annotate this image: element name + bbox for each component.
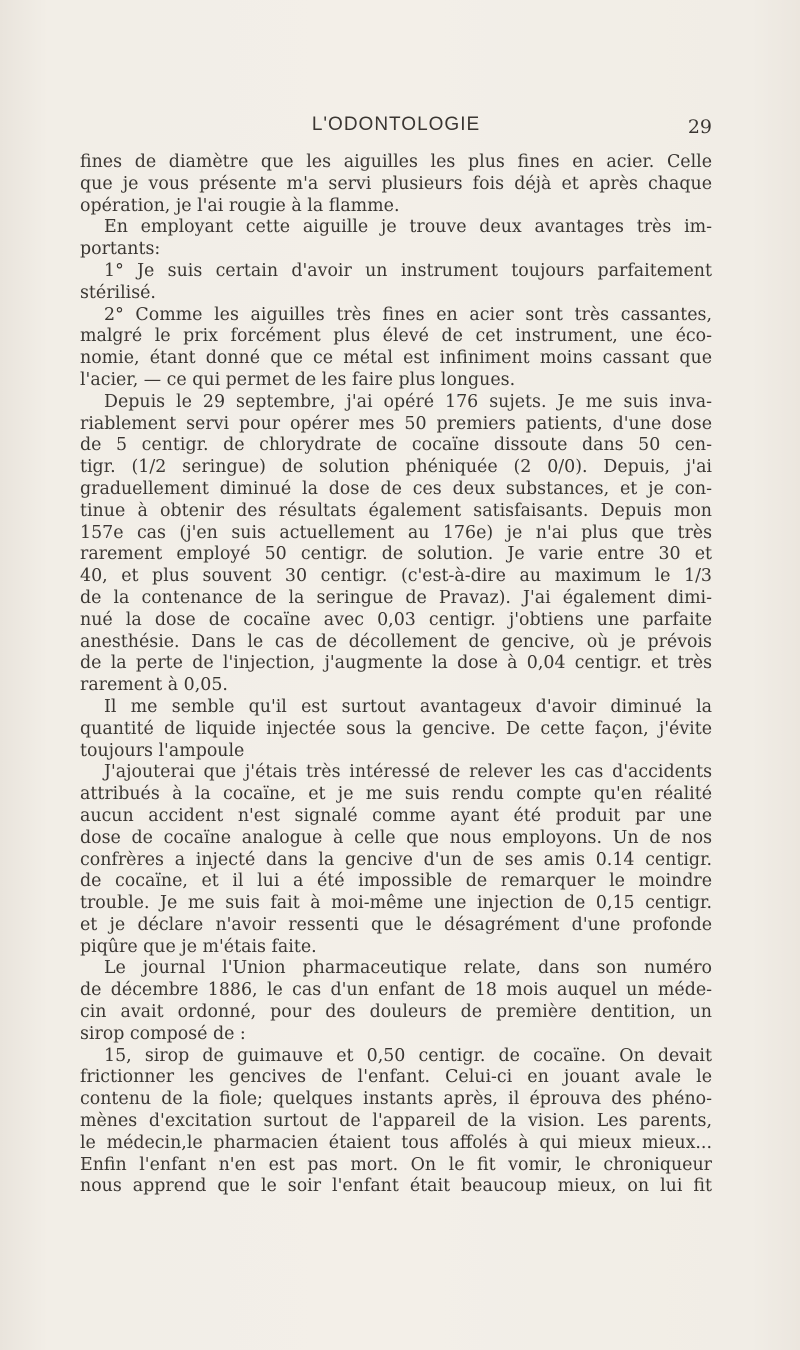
text-line: fines de diamètre que les aiguilles les plus fines en acier. Celle bbox=[80, 152, 712, 172]
text-line: cin avait ordonné, pour des douleurs de première dentition, un bbox=[80, 1002, 712, 1023]
text-line: piqûre que je m'étais faite. bbox=[80, 936, 317, 957]
text-line: malgré le prix forcément plus élevé de cet instrument, une éco- bbox=[80, 326, 712, 347]
text-line: 2° Comme les aiguilles très fines en acier sont très cassantes, bbox=[104, 304, 712, 325]
text-line: tinue à obtenir des résultats également satisfaisants. Depuis mon bbox=[80, 500, 712, 521]
text-line: sirop composé de : bbox=[80, 1023, 246, 1044]
text-line: tigr. (1/2 seringue) de solution phéniquée (2 0/0). Depuis, j'ai bbox=[80, 457, 712, 478]
text-line: 15, sirop de guimauve et 0,50 centigr. de cocaïne. On devait bbox=[104, 1045, 712, 1066]
text-line: Depuis le 29 septembre, j'ai opéré 176 sujets. Je me suis inva- bbox=[104, 391, 712, 412]
text-line: trouble. Je me suis fait à moi-même une injection de 0,15 centigr. bbox=[80, 893, 712, 914]
text-line: aucun accident n'est signalé comme ayant été produit par une bbox=[80, 805, 712, 826]
text-line: mènes d'excitation surtout de l'appareil de la vision. Les parents, bbox=[80, 1111, 712, 1132]
text-line: 1° Je suis certain d'avoir un instrument toujours parfaitement bbox=[104, 260, 712, 281]
paragraph bbox=[80, 305, 712, 392]
text-line: rarement à 0,05. bbox=[80, 675, 228, 696]
paragraph bbox=[80, 958, 712, 1045]
paragraph bbox=[80, 1046, 712, 1199]
paragraph bbox=[80, 217, 712, 261]
text-line: riablement servi pour opérer mes 50 premiers patients, d'une dose bbox=[80, 413, 712, 434]
text-line: anesthésie. Dans le cas de décollement de gencive, où je prévois bbox=[80, 631, 712, 652]
text-line: J'ajouterai que j'étais très intéressé de relever les cas d'accidents bbox=[104, 762, 712, 783]
text-line: 157e cas (j'en suis actuellement au 176e) je n'ai plus que très bbox=[80, 522, 712, 543]
body-text bbox=[80, 152, 712, 1198]
paragraph bbox=[80, 392, 712, 697]
running-title: L'ODONTOLOGIE bbox=[311, 114, 481, 135]
text-line: nous apprend que le soir l'enfant était beaucoup mieux, on lui fit bbox=[80, 1176, 712, 1197]
text-line: de la perte de l'injection, j'augmente la dose à 0,04 centigr. et très bbox=[80, 653, 712, 674]
text-line: 40, et plus souvent 30 centigr. (c'est-à-dire au maximum le 1/3 bbox=[80, 566, 712, 587]
text-line: nomie, étant donné que ce métal est infiniment moins cassant que bbox=[80, 348, 712, 369]
text-line: Le journal l'Union pharmaceutique relate, dans son numéro bbox=[104, 958, 712, 979]
text-line: de 5 centigr. de chlorydrate de cocaïne dissoute dans 50 cen- bbox=[80, 435, 712, 456]
text-line: contenu de la fiole; quelques instants après, il éprouva des phéno- bbox=[80, 1089, 712, 1110]
paragraph bbox=[80, 261, 712, 305]
text-line: de la contenance de la seringue de Pravaz). J'ai également dimi- bbox=[80, 587, 712, 608]
text-line: l'acier, — ce qui permet de les faire plus longues. bbox=[80, 369, 516, 390]
text-line: dose de cocaïne analogue à celle que nous employons. Un de nos bbox=[80, 827, 712, 848]
text-line: frictionner les gencives de l'enfant. Celui-ci en jouant avale le bbox=[80, 1067, 712, 1088]
text-line: toujours l'ampoule bbox=[80, 740, 245, 761]
text-line: opération, je l'ai rougie à la flamme. bbox=[80, 195, 400, 216]
text-line: confrères a injecté dans la gencive d'un de ses amis 0.14 centigr. bbox=[80, 849, 712, 870]
text-line: Enfin l'enfant n'en est pas mort. On le fit vomir, le chroniqueur bbox=[80, 1154, 712, 1175]
page-number: 29 bbox=[687, 116, 712, 138]
page-header bbox=[80, 114, 712, 144]
paragraph bbox=[80, 697, 712, 762]
text-line: quantité de liquide injectée sous la gencive. De cette façon, j'évite bbox=[80, 718, 712, 739]
text-line: de cocaïne, et il lui a été impossible de remarquer le moindre bbox=[80, 871, 712, 892]
text-line: de décembre 1886, le cas d'un enfant de 18 mois auquel un méde- bbox=[80, 980, 712, 1001]
text-line: que je vous présente m'a servi plusieurs fois déjà et après chaque bbox=[80, 173, 712, 194]
text-line: nué la dose de cocaïne avec 0,03 centigr. j'obtiens une parfaite bbox=[80, 609, 712, 630]
text-line: En employant cette aiguille je trouve deux avantages très im- bbox=[104, 217, 712, 238]
paragraph bbox=[80, 152, 712, 217]
paragraph bbox=[80, 762, 712, 958]
text-line: stérilisé. bbox=[80, 282, 156, 303]
text-line: attribués à la cocaïne, et je me suis rendu compte qu'en réalité bbox=[80, 784, 712, 805]
text-line: rarement employé 50 centigr. de solution. Je varie entre 30 et bbox=[80, 544, 712, 565]
text-line: graduellement diminué la dose de ces deux substances, et je con- bbox=[80, 478, 712, 499]
text-line: portants: bbox=[80, 239, 161, 260]
text-line: et je déclare n'avoir ressenti que le désagrément d'une profonde bbox=[80, 914, 712, 935]
text-line: le médecin,le pharmacien étaient tous affolés à qui mieux mieux... bbox=[80, 1132, 712, 1153]
text-line: Il me semble qu'il est surtout avantageux d'avoir diminué la bbox=[104, 696, 712, 717]
